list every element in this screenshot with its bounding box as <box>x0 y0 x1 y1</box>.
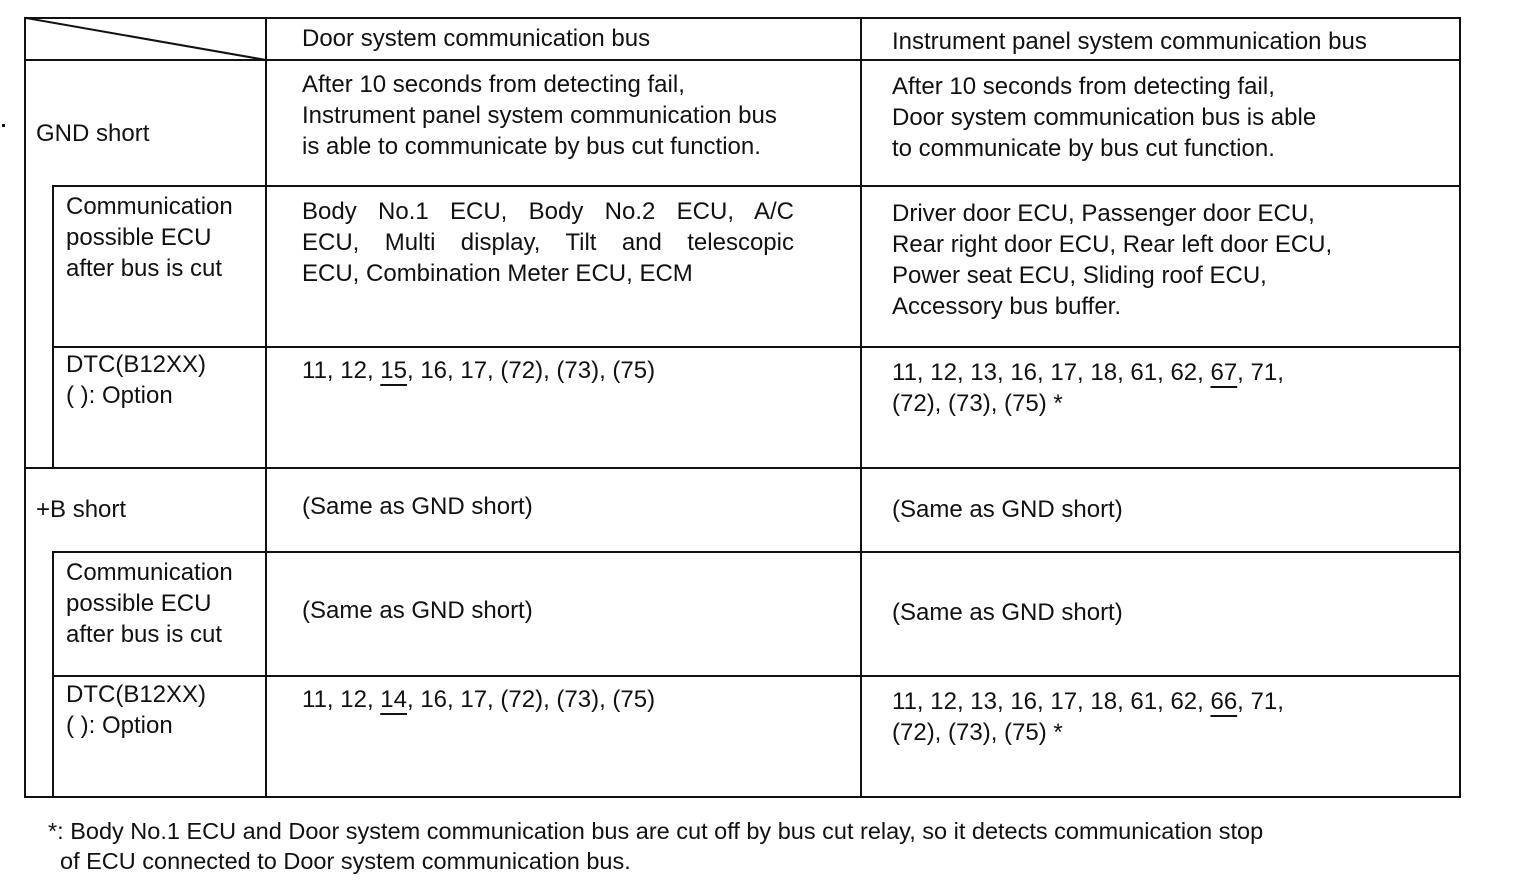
gnd-comm-instrument-ecus: Driver door ECU, Passenger door ECU, Rear right door ECU, Rear left door ECU, Power seat ECU, Sliding roof ECU, Accessory bus buffer. <box>892 200 1333 320</box>
gnd-comm-label: Communication possible ECU after bus is cut <box>66 193 233 282</box>
footnote: *: Body No.1 ECU and Door system communication bus are cut off by bus cut relay, so it detects communication stop of ECU connected to Door system communication bus. <box>48 818 1264 874</box>
gnd-dtc-door-codes: 11, 12, 15, 16, 17, (72), (73), (75) <box>302 357 656 384</box>
b-comm-label: Communication possible ECU after bus is cut <box>66 559 233 648</box>
scan-mark <box>2 124 5 127</box>
gnd-dtc-label: DTC(B12XX) ( ): Option <box>66 351 207 409</box>
b-dtc-label: DTC(B12XX) ( ): Option <box>66 681 207 739</box>
b-short-door-text: (Same as GND short) <box>302 493 533 520</box>
b-short-label: +B short <box>36 496 127 523</box>
header-door-bus: Door system communication bus <box>302 25 651 52</box>
highlighted-dtc-code: 67 <box>1210 359 1238 386</box>
b-comm-instrument-ecus: (Same as GND short) <box>892 599 1123 626</box>
b-dtc-instrument-codes: 11, 12, 13, 16, 17, 18, 61, 62, 66, 71, (72), (73), (75) * <box>892 688 1284 746</box>
gnd-short-label: GND short <box>36 120 150 147</box>
header-diagonal-line <box>26 18 268 62</box>
b-comm-door-ecus: (Same as GND short) <box>302 597 533 624</box>
gnd-dtc-instrument-codes: 11, 12, 13, 16, 17, 18, 61, 62, 67, 71, (72), (73), (75) * <box>892 359 1284 417</box>
highlighted-dtc-code: 14 <box>380 686 407 713</box>
gnd-short-door-text: After 10 seconds from detecting fail, Instrument panel system communication bus is able to communicate by bus cut function. <box>302 71 777 160</box>
gnd-short-instrument-text: After 10 seconds from detecting fail, Door system communication bus is able to communicate by bus cut function. <box>892 73 1317 162</box>
header-instrument-bus: Instrument panel system communication bus <box>892 28 1367 55</box>
gnd-comm-door-ecus: Body No.1 ECU, Body No.2 ECU, A/C ECU, Multi display, Tilt and telescopic ECU, Combination Meter ECU, ECM <box>302 198 794 287</box>
b-short-instrument-text: (Same as GND short) <box>892 496 1123 523</box>
highlighted-dtc-code: 66 <box>1210 688 1238 715</box>
highlighted-dtc-code: 15 <box>380 357 407 384</box>
b-dtc-door-codes: 11, 12, 14, 16, 17, (72), (73), (75) <box>302 686 656 713</box>
